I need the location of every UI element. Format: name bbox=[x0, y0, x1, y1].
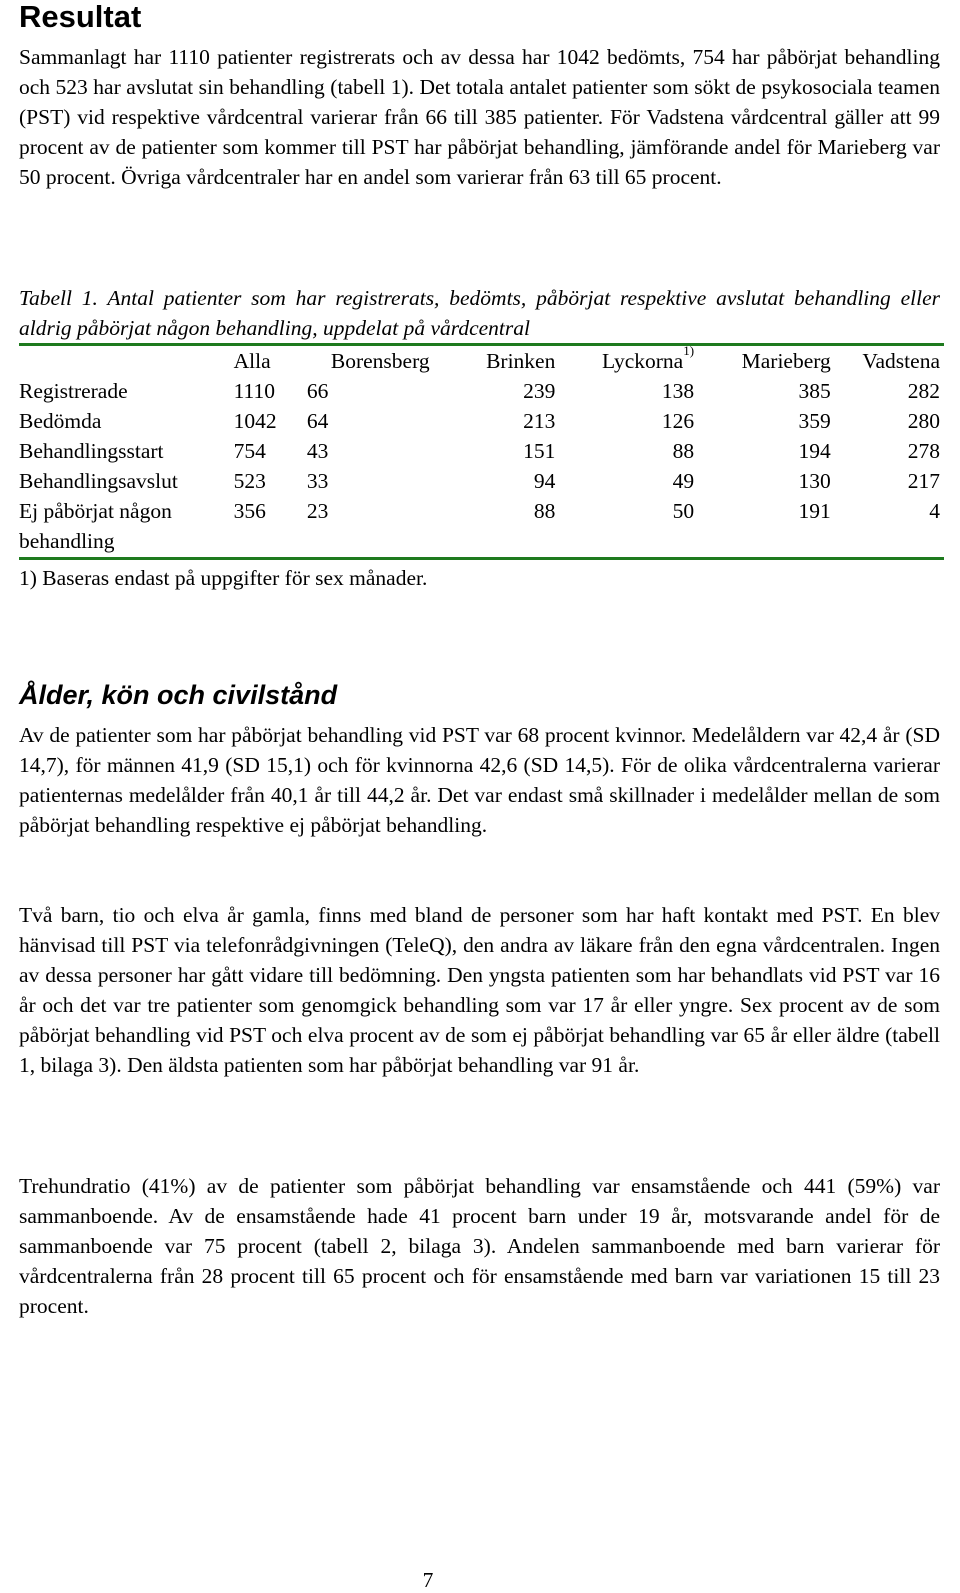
paragraph-civil-status: Trehundratio (41%) av de patienter som påbörjat behandling var ensamstående och 441 (59%) var sammanboende. Av de ensamstående hade 41 procent barn under 19 år, motsvarande andel för de sammanboende var 75 procent (tabell 2, bilaga 3). Andelen sammanboende med barn varierar för vårdcentralerna från 28 procent till 65 procent och för ensamstående med barn var variationen 15 till 23 procent. bbox=[19, 1174, 940, 1318]
row-label: Registrerade bbox=[19, 379, 128, 403]
table-cell: 23 bbox=[306, 499, 329, 523]
table-cell: 359 bbox=[798, 409, 831, 433]
page-number: 7 bbox=[422, 1568, 434, 1592]
table-header-cell bbox=[230, 346, 303, 376]
paragraph-results-summary: Sammanlagt har 1110 patienter registrerats och av dessa har 1042 bedömts, 754 har påbörjat behandling och 523 har avslutat sin behandling (tabell 1). Det totala antalet patienter som sökt de psykosociala teamen (PST) vid respektive vårdcentral varierar från 66 till 385 patienter. För Vadstena vårdcentral gäller att 99 procent av de patienter som kommer till PST har påbörjat behandling, jämförande andel för Marieberg var 50 procent. Övriga vårdcentraler har en andel som varierar från 63 till 65 procent. bbox=[19, 45, 940, 189]
table-header-cell bbox=[831, 346, 940, 376]
table-cell: 385 bbox=[798, 379, 831, 403]
table-cell: 191 bbox=[798, 499, 831, 523]
table-footnote: 1) Baseras endast på uppgifter för sex månader. bbox=[19, 566, 428, 590]
column-marieberg: Marieberg bbox=[741, 349, 831, 373]
table-cell: 1042 bbox=[233, 409, 277, 433]
table-header-row bbox=[19, 346, 940, 376]
table-caption: Tabell 1. Antal patienter som har registrerats, bedömts, påbörjat respektive avslutat behandling eller aldrig påbörjat någon behandling, uppdelat på vårdcentral bbox=[19, 286, 940, 340]
paragraph-age: Av de patienter som har påbörjat behandling vid PST var 68 procent kvinnor. Medelåldern var 42,4 år (SD 14,7), för männen 41,9 (SD 15,1) och för kvinnorna 42,6 (SD 14,5). För de olika vårdcentralerna varierar patienternas medelålder från 40,1 år till 44,2 år. Det var endast små skillnader i medelålder mellan de som påbörjat behandling respektive ej påbörjat behandling. bbox=[19, 723, 940, 837]
table-header-cell bbox=[446, 346, 555, 376]
table-cell: 239 bbox=[523, 379, 556, 403]
column-borensberg: Borensberg bbox=[330, 349, 430, 373]
column-vadstena: Vadstena bbox=[862, 349, 940, 373]
table-cell: 151 bbox=[523, 439, 556, 463]
table-bottom-rule bbox=[19, 557, 944, 560]
table-cell: 278 bbox=[907, 439, 940, 463]
table-row bbox=[19, 496, 940, 526]
table-cell: 1110 bbox=[233, 379, 275, 403]
column-lyckorna: Lyckorna bbox=[602, 349, 684, 373]
footnote-marker: 1) bbox=[683, 343, 695, 358]
table-cell: 523 bbox=[233, 469, 266, 493]
table-cell: 213 bbox=[523, 409, 556, 433]
section-heading-resultat: Resultat bbox=[19, 0, 142, 34]
table-row-continuation bbox=[19, 526, 940, 556]
table-cell: 280 bbox=[907, 409, 940, 433]
table-cell: 88 bbox=[533, 499, 556, 523]
table-cell: 130 bbox=[798, 469, 831, 493]
row-label: Ej påbörjat någon bbox=[19, 499, 172, 523]
patient-table bbox=[19, 343, 940, 556]
table-cell: 33 bbox=[306, 469, 329, 493]
table-cell: 64 bbox=[306, 409, 329, 433]
table-cell: 88 bbox=[672, 439, 695, 463]
table-row bbox=[19, 466, 940, 496]
table-row bbox=[19, 376, 940, 406]
table-cell: 356 bbox=[233, 499, 266, 523]
table-cell: 94 bbox=[533, 469, 556, 493]
table-header-cell bbox=[694, 346, 831, 376]
row-label: Bedömda bbox=[19, 409, 102, 433]
table-cell: 66 bbox=[306, 379, 329, 403]
table-cell: 49 bbox=[672, 469, 695, 493]
row-label: Behandlingsstart bbox=[19, 439, 164, 463]
table-cell: 217 bbox=[907, 469, 940, 493]
table-header-empty bbox=[19, 346, 230, 376]
table-header-cell bbox=[303, 346, 447, 376]
table-cell: 138 bbox=[661, 379, 695, 403]
table-cell: 194 bbox=[798, 439, 831, 463]
table-cell: 754 bbox=[233, 439, 266, 463]
column-alla: Alla bbox=[233, 349, 271, 373]
table-row bbox=[19, 436, 940, 466]
row-label: Behandlingsavslut bbox=[19, 469, 178, 493]
table-cell: 4 bbox=[929, 499, 940, 523]
paragraph-children: Två barn, tio och elva år gamla, finns med bland de personer som har haft kontakt med PST. En blev hänvisad till PST via telefonrådgivningen (TeleQ), den andra av läkare från den egna vårdcentralen. Ingen av dessa personer har gått vidare till bedömning. Den yngsta patienten som har behandlats vid PST var 16 år och det var tre patienter som genomgick behandling som var 17 år eller yngre. Sex procent av de som påbörjat behandling vid PST och elva procent av de som ej påbörjat behandling var 65 år eller äldre (tabell 1, bilaga 3). Den äldsta patienten som har påbörjat behandling var 91 år. bbox=[19, 903, 940, 1077]
table-row bbox=[19, 406, 940, 436]
table-cell: 126 bbox=[661, 409, 695, 433]
table-cell: 50 bbox=[672, 499, 695, 523]
row-label-continuation: behandling bbox=[19, 529, 115, 553]
column-brinken: Brinken bbox=[486, 349, 556, 373]
table-cell-empty bbox=[230, 526, 940, 556]
table-cell: 43 bbox=[306, 439, 329, 463]
section-heading-age-gender: Ålder, kön och civilstånd bbox=[19, 680, 338, 710]
table-cell: 282 bbox=[907, 379, 940, 403]
table-header-cell bbox=[555, 343, 695, 376]
